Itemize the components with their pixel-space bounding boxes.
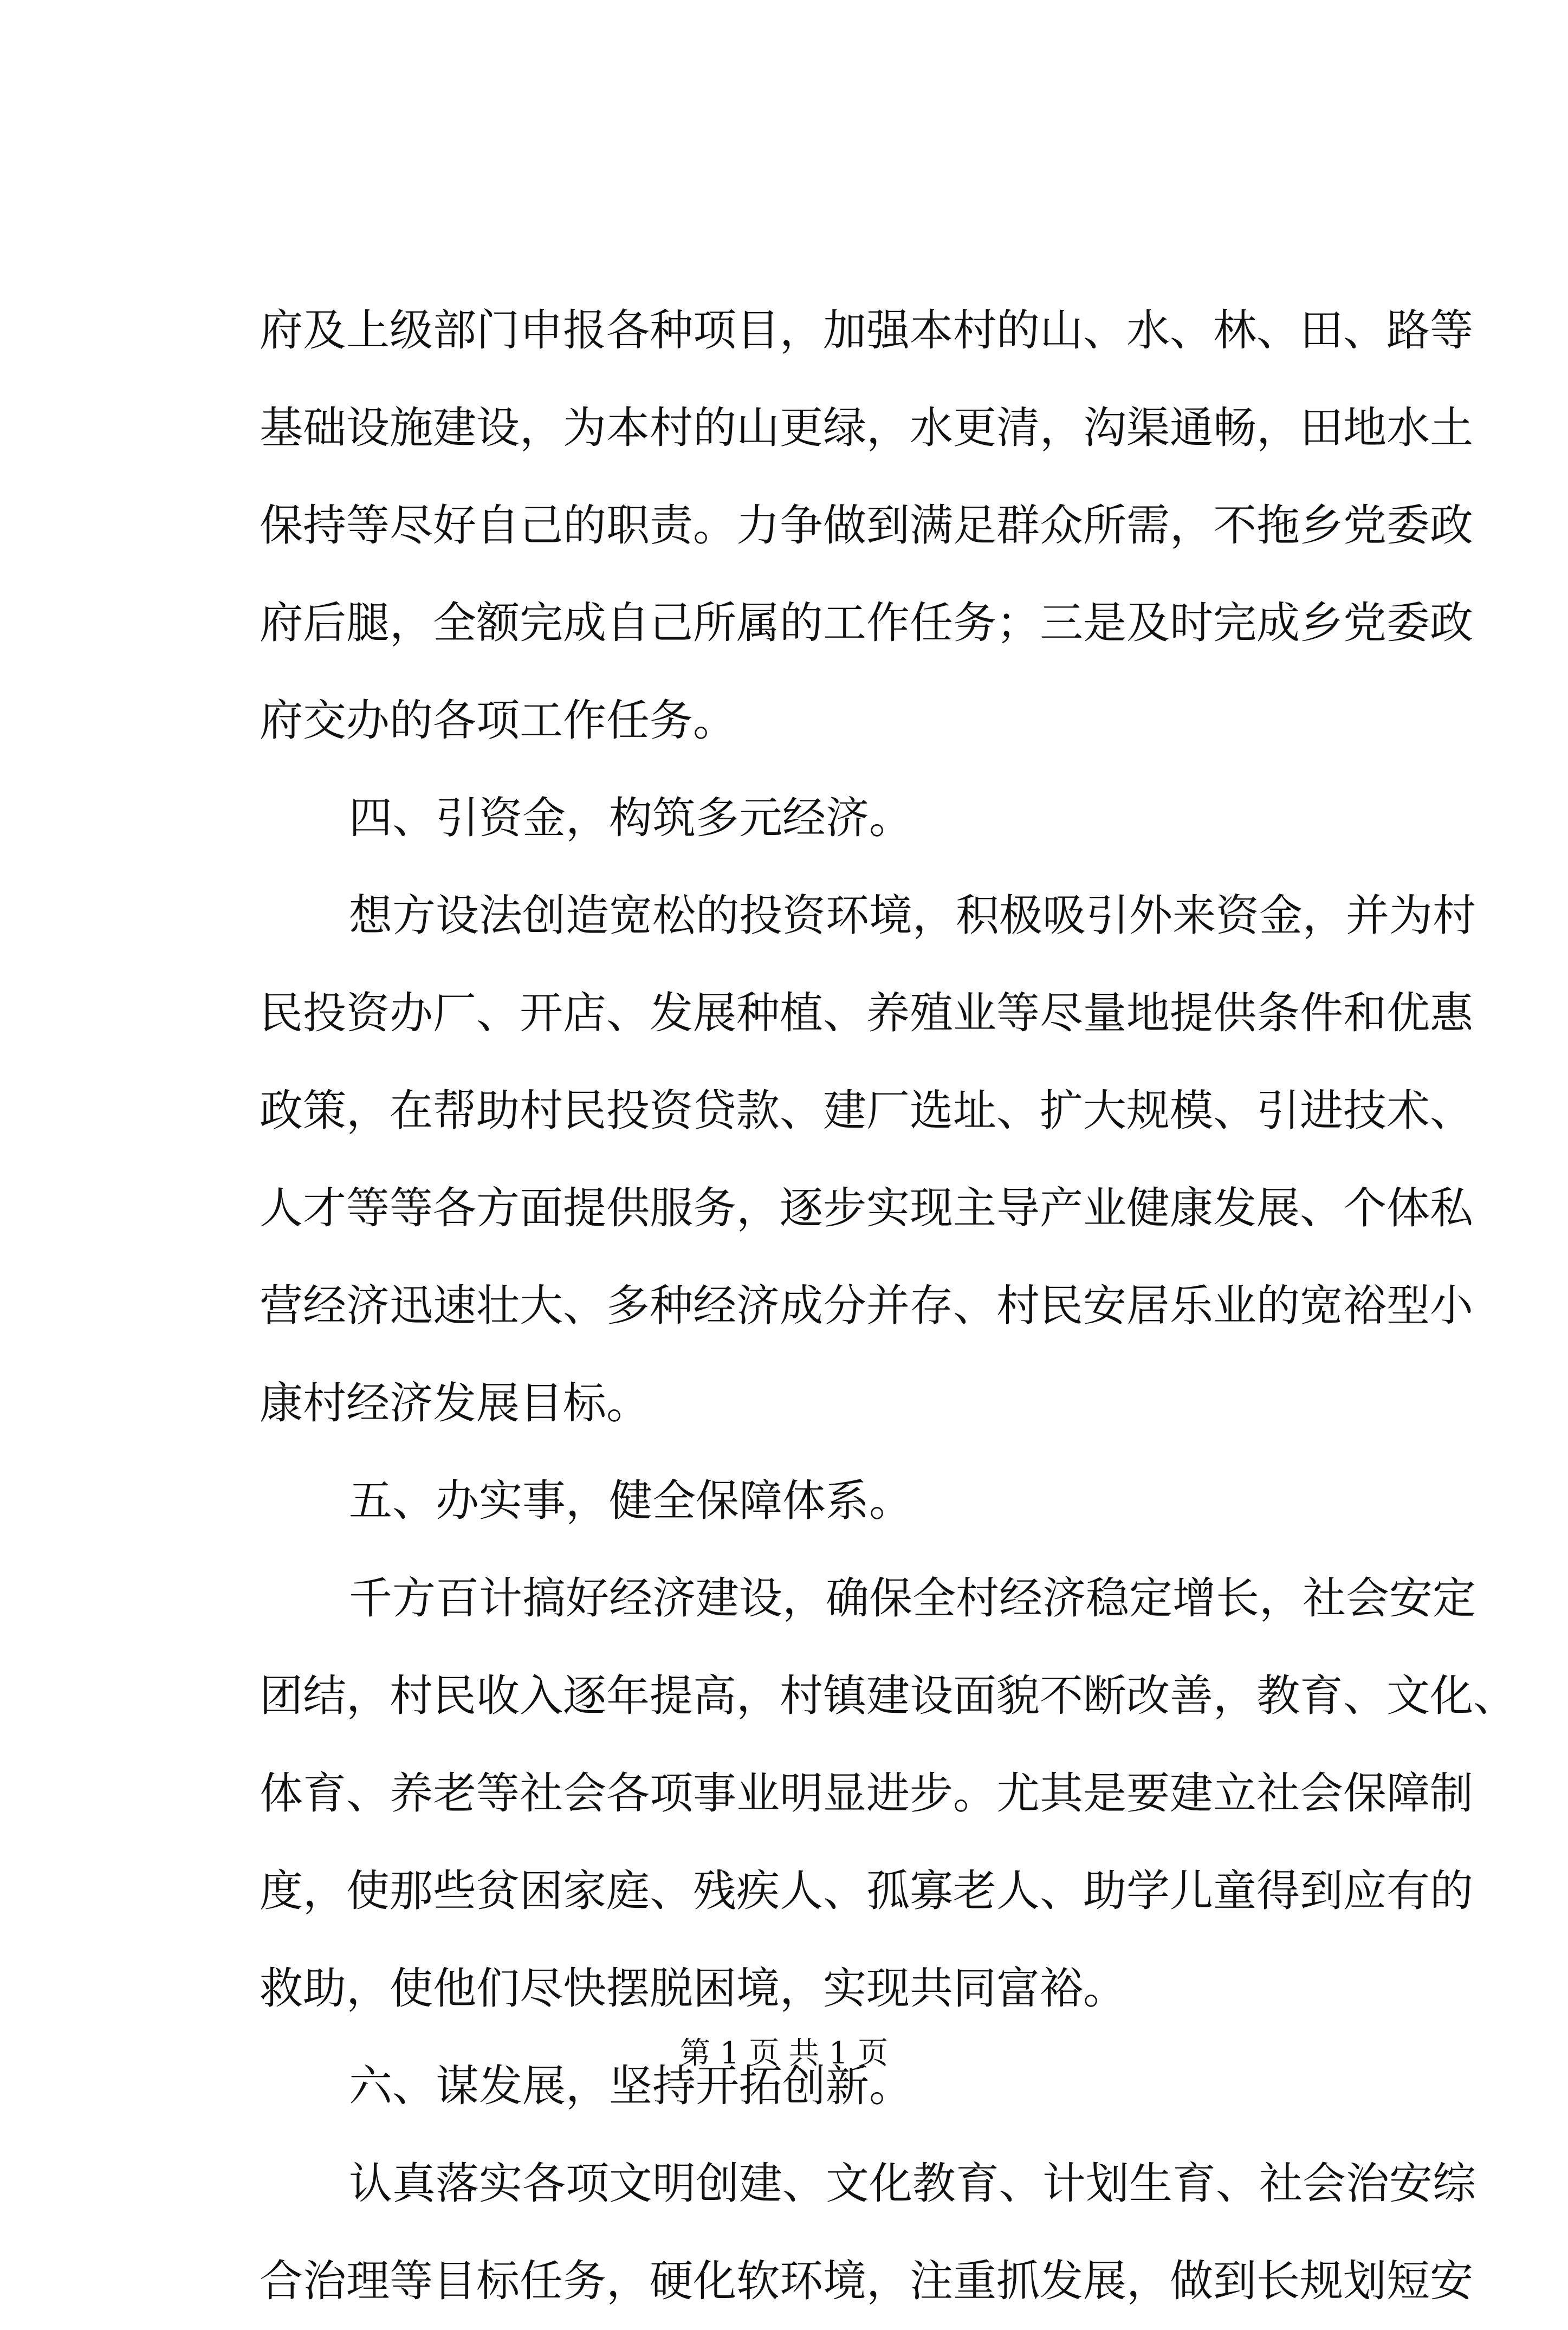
text-line: 人才等等各方面提供服务，逐步实现主导产业健康发展、个体私 <box>260 1183 1473 1233</box>
text-line: 度，使那些贫困家庭、残疾人、孤寡老人、助学儿童得到应有的 <box>260 1866 1473 1916</box>
text-line: 保持等尽好自己的职责。力争做到满足群众所需，不拖乡党委政 <box>260 500 1473 551</box>
document-body <box>260 282 1517 2330</box>
page-footer: 第 1 页 共 1 页 <box>679 2036 889 2071</box>
text-line: 政策，在帮助村民投资贷款、建厂选址、扩大规模、引进技术、 <box>260 1085 1473 1136</box>
text-line: 府交办的各项工作任务。 <box>260 695 736 746</box>
text-line: 四、引资金，构筑多元经济。 <box>349 793 912 843</box>
text-line: 府及上级部门申报各种项目，加强本村的山、水、林、田、路等 <box>260 305 1473 355</box>
text-line: 营经济迅速壮大、多种经济成分并存、村民安居乐业的宽裕型小 <box>260 1280 1473 1331</box>
text-line: 府后腿，全额完成自己所属的工作任务；三是及时完成乡党委政 <box>260 598 1473 648</box>
text-line: 五、办实事，健全保障体系。 <box>349 1475 912 1526</box>
text-line: 团结，村民收入逐年提高，村镇建设面貌不断改善，教育、文化、 <box>260 1671 1517 1721</box>
text-line: 救助，使他们尽快摆脱困境，实现共同富裕。 <box>260 1963 1126 2014</box>
text-line: 体育、养老等社会各项事业明显进步。尤其是要建立社会保障制 <box>260 1768 1473 1818</box>
text-line: 想方设法创造宽松的投资环境，积极吸引外来资金，并为村 <box>349 890 1476 941</box>
text-line: 六、谋发展，坚持开拓创新。 <box>349 2061 912 2111</box>
text-line: 千方百计搞好经济建设，确保全村经济稳定增长，社会安定 <box>349 1573 1476 1623</box>
text-line: 康村经济发展目标。 <box>260 1378 650 1428</box>
text-line: 基础设施建设，为本村的山更绿，水更清，沟渠通畅，田地水土 <box>260 403 1473 453</box>
text-line: 合治理等目标任务，硬化软环境，注重抓发展，做到长规划短安 <box>260 2256 1473 2306</box>
text-line: 认真落实各项文明创建、文化教育、计划生育、社会治安综 <box>349 2158 1476 2209</box>
text-line: 民投资办厂、开店、发展种植、养殖业等尽量地提供条件和优惠 <box>260 988 1473 1038</box>
